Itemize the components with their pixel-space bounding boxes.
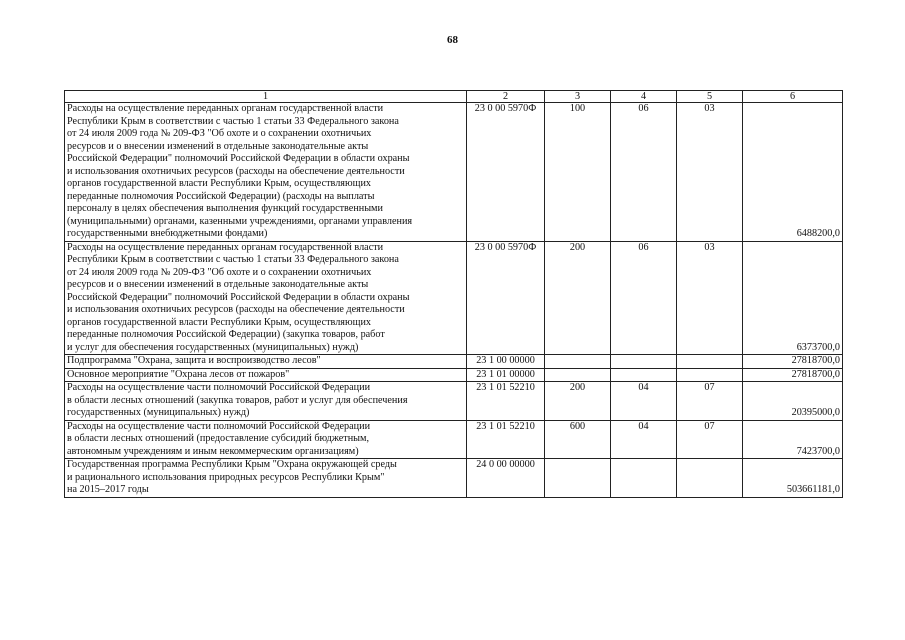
description-line: Российской Федерации" полномочий Российской Федерации в области охраны xyxy=(67,153,410,164)
row-description xyxy=(65,355,467,369)
row-target-code: 23 1 01 00000 xyxy=(467,368,545,382)
row-subsection xyxy=(677,355,743,369)
row-expense-type: 100 xyxy=(545,103,611,242)
row-target-code: 23 0 00 5970Ф xyxy=(467,103,545,242)
row-description xyxy=(65,382,467,421)
description-line: Республики Крым в соответствии с частью 1 статьи 33 Федерального закона xyxy=(67,115,399,127)
description-line: Основное мероприятие "Охрана лесов от пожаров" xyxy=(67,368,290,380)
description-line: государственных (муниципальных) нужд) xyxy=(67,407,250,418)
description-line: Российской Федерации" полномочий Российской Федерации в области охраны xyxy=(67,291,410,303)
table-row xyxy=(65,368,843,382)
table-row xyxy=(65,103,843,242)
description-line: Подпрограмма "Охрана, защита и воспроизводство лесов" xyxy=(67,355,321,366)
table-row xyxy=(65,382,843,421)
header-col-5: 5 xyxy=(677,91,743,103)
description-line: от 24 июля 2009 года № 209-ФЗ "Об охоте и о сохранении охотничьих xyxy=(67,128,372,139)
description-line: и рационального использования природных ресурсов Республики Крым" xyxy=(67,471,385,483)
table-header-row xyxy=(65,91,843,103)
description-line: и услуг для обеспечения государственных (муниципальных) нужд) xyxy=(67,341,359,353)
description-line: Республики Крым в соответствии с частью 1 статьи 33 Федерального закона xyxy=(67,254,399,265)
row-amount: 6488200,0 xyxy=(743,103,843,242)
row-subsection: 07 xyxy=(677,382,743,421)
row-subsection: 03 xyxy=(677,241,743,355)
row-subsection: 03 xyxy=(677,103,743,242)
row-amount: 6373700,0 xyxy=(743,241,843,355)
description-line: в области лесных отношений (закупка товаров, работ и услуг для обеспечения xyxy=(67,394,408,406)
row-subsection xyxy=(677,368,743,382)
row-section xyxy=(611,355,677,369)
table-row xyxy=(65,241,843,355)
row-target-code: 23 1 00 00000 xyxy=(467,355,545,369)
row-amount: 7423700,0 xyxy=(743,420,843,459)
header-col-4: 4 xyxy=(611,91,677,103)
row-target-code: 24 0 00 00000 xyxy=(467,459,545,498)
row-section: 04 xyxy=(611,382,677,421)
row-expense-type xyxy=(545,459,611,498)
row-section: 04 xyxy=(611,420,677,459)
row-amount: 503661181,0 xyxy=(743,459,843,498)
row-target-code: 23 1 01 52210 xyxy=(467,382,545,421)
header-col-1: 1 xyxy=(65,91,467,103)
header-col-3: 3 xyxy=(545,91,611,103)
table-row xyxy=(65,355,843,369)
row-description xyxy=(65,420,467,459)
row-target-code: 23 0 00 5970Ф xyxy=(467,241,545,355)
description-line: ресурсов и о внесении изменений в отдельные законодательные акты xyxy=(67,140,369,152)
description-line: автономным учреждениям и иным некоммерческим организациям) xyxy=(67,445,359,457)
budget-table xyxy=(64,90,843,498)
description-line: (муниципальными) органами, казенными учреждениями, органами управления xyxy=(67,215,413,227)
table-row xyxy=(65,459,843,498)
row-section: 06 xyxy=(611,241,677,355)
row-expense-type: 600 xyxy=(545,420,611,459)
row-subsection: 07 xyxy=(677,420,743,459)
row-amount: 27818700,0 xyxy=(743,355,843,369)
row-target-code: 23 1 01 52210 xyxy=(467,420,545,459)
description-line: от 24 июля 2009 года № 209-ФЗ "Об охоте и о сохранении охотничьих xyxy=(67,266,372,278)
row-subsection xyxy=(677,459,743,498)
page-number: 68 xyxy=(447,34,458,46)
header-col-6: 6 xyxy=(743,91,843,103)
description-line: переданные полномочия Российской Федерации) (закупка товаров, работ xyxy=(67,329,385,340)
row-expense-type: 200 xyxy=(545,382,611,421)
row-expense-type: 200 xyxy=(545,241,611,355)
description-line: органов государственной власти Республики Крым, осуществляющих xyxy=(67,316,371,328)
description-line: Государственная программа Республики Крым "Охрана окружающей среды xyxy=(67,459,397,470)
description-line: в области лесных отношений (предоставление субсидий бюджетным, xyxy=(67,433,369,444)
description-line: Расходы на осуществление переданных органам государственной власти xyxy=(67,103,384,114)
description-line: Расходы на осуществление переданных органам государственной власти xyxy=(67,241,384,253)
row-expense-type xyxy=(545,368,611,382)
row-expense-type xyxy=(545,355,611,369)
description-line: Расходы на осуществление части полномочий Российской Федерации xyxy=(67,420,371,432)
row-description xyxy=(65,241,467,355)
description-line: персоналу в целях обеспечения выполнения функций государственными xyxy=(67,203,383,214)
row-description xyxy=(65,103,467,242)
description-line: и использования охотничьих ресурсов (расходы на обеспечение деятельности xyxy=(67,165,405,177)
row-section xyxy=(611,459,677,498)
row-section xyxy=(611,368,677,382)
budget-table-body xyxy=(65,91,843,498)
row-amount: 20395000,0 xyxy=(743,382,843,421)
header-col-2: 2 xyxy=(467,91,545,103)
row-amount: 27818700,0 xyxy=(743,368,843,382)
row-description xyxy=(65,459,467,498)
description-line: и использования охотничьих ресурсов (расходы на обеспечение деятельности xyxy=(67,304,405,315)
description-line: ресурсов и о внесении изменений в отдельные законодательные акты xyxy=(67,279,369,290)
description-line: переданные полномочия Российской Федерации) (расходы на выплаты xyxy=(67,190,375,202)
description-line: органов государственной власти Республики Крым, осуществляющих xyxy=(67,178,371,189)
description-line: на 2015–2017 годы xyxy=(67,484,149,495)
description-line: государственными внебюджетными фондами) xyxy=(67,228,268,239)
table-row xyxy=(65,420,843,459)
row-section: 06 xyxy=(611,103,677,242)
description-line: Расходы на осуществление части полномочий Российской Федерации xyxy=(67,382,371,393)
row-description xyxy=(65,368,467,382)
